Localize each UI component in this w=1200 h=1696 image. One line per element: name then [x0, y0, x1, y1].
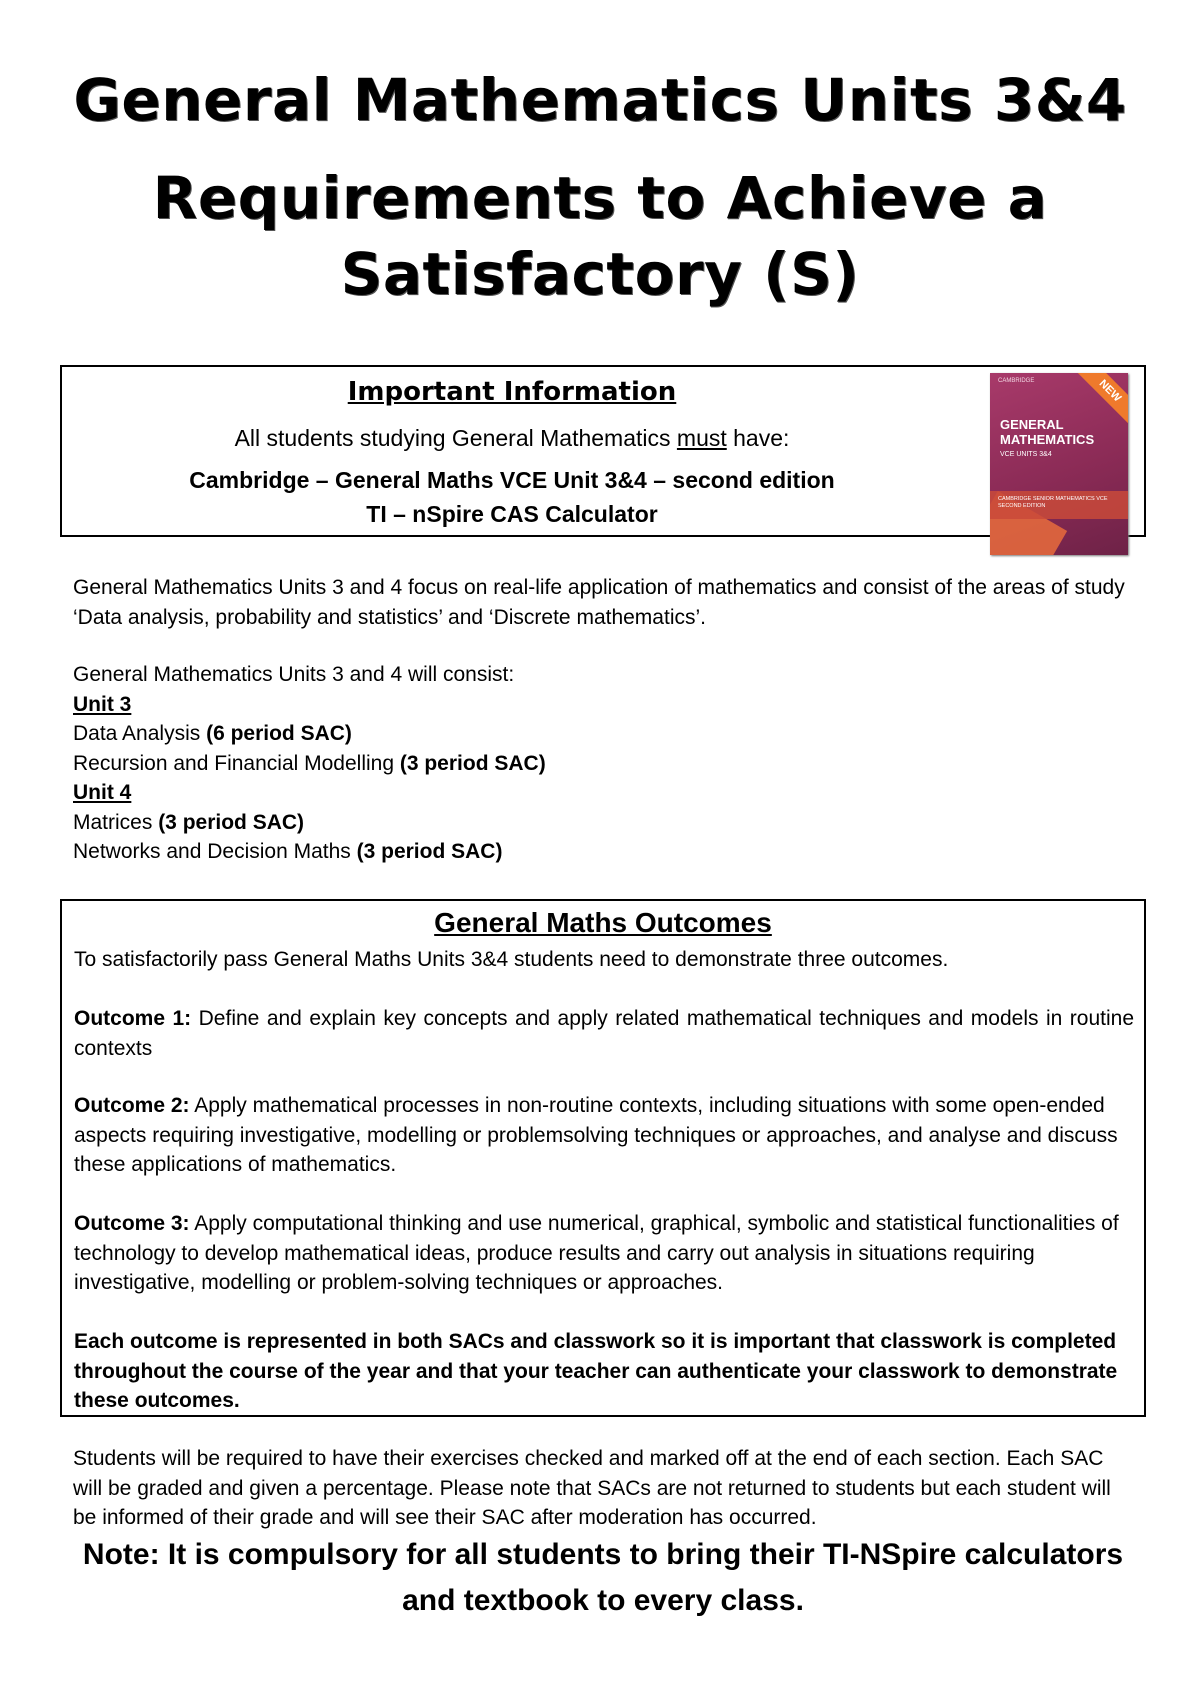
new-badge: NEW: [1075, 373, 1128, 426]
cover-subtitle: VCE UNITS 3&4: [1000, 451, 1052, 458]
cover-title: GENERAL MATHEMATICS: [1000, 417, 1095, 447]
list-item: [73, 749, 1133, 779]
info-line-suffix: have:: [726, 425, 790, 451]
cover-strip-text: CAMBRIDGE SENIOR MATHEMATICS VCE SECOND EDITION: [998, 496, 1108, 509]
structure-lead: General Mathematics Units 3 and 4 will consist:: [73, 663, 515, 686]
topic-name: Data Analysis: [73, 722, 207, 745]
info-line-emphasis: must: [676, 425, 727, 451]
unit3-heading: Unit 3: [73, 692, 132, 716]
list-item: [73, 719, 1133, 749]
page-title: General Mathematics Units 3&4: [73, 66, 1127, 134]
cover-brand: CAMBRIDGE: [998, 378, 1035, 384]
outcome-1-label: Outcome 1:: [74, 1007, 192, 1030]
textbook-cover-image: [990, 373, 1128, 555]
outcome-2-label: Outcome 2:: [74, 1094, 190, 1117]
required-textbook: Cambridge – General Maths VCE Unit 3&4 – second edition: [189, 467, 835, 493]
sac-length: (3 period SAC): [356, 840, 503, 863]
closing-paragraph: Students will be required to have their exercises checked and marked off at the end of each section. Each SAC will be graded and given a percentage. Please note that SACs are not returned to students but each student will be informed of their grade and will see their SAC after moderation has occurred.: [73, 1447, 1111, 1529]
course-structure: [73, 660, 1133, 867]
outcomes-heading: General Maths Outcomes: [434, 907, 772, 938]
topic-name: Matrices: [73, 810, 159, 834]
outcome-3-label: Outcome 3:: [74, 1212, 190, 1235]
important-information-box: [60, 365, 1146, 537]
outcomes-intro: To satisfactorily pass General Maths Units 3&4 students need to demonstrate three outcomes.: [74, 948, 949, 971]
unit4-heading: Unit 4: [73, 781, 132, 804]
outcomes-note: Each outcome is represented in both SACs and classwork so it is important that classwork is completed throughout the course of the year and that your teacher can authenticate your classwork to demonstrate these outcomes.: [74, 1330, 1118, 1412]
outcomes-box: [60, 899, 1146, 1417]
info-heading: Important Information: [347, 377, 677, 407]
info-requirement-line: [62, 425, 962, 452]
outcome-2-text: Apply mathematical processes in non-routine contexts, including situations with some open-ended aspects requiring investigative, modelling or problemsolving techniques or approaches, and analyse and discuss these applications of mathematics.: [74, 1094, 1118, 1176]
outcome-2: [74, 1091, 1134, 1180]
list-item: [73, 808, 1133, 838]
required-calculator: TI – nSpire CAS Calculator: [366, 501, 658, 527]
intro-paragraph: General Mathematics Units 3 and 4 focus on real-life application of mathematics and consist of the areas of study ‘Data analysis, probability and statistics’ and ‘Discrete mathematics’.: [73, 576, 1125, 629]
outcome-1-text: Define and explain key concepts and apply related mathematical techniques and models in routine contexts: [74, 1007, 1134, 1060]
list-item: [73, 837, 1133, 867]
compulsory-note: Note: It is compulsory for all students to bring their TI-NSpire calculators and textbook to every class.: [82, 1538, 1124, 1617]
sac-length: (3 period SAC): [158, 810, 305, 834]
outcome-3: [74, 1209, 1134, 1298]
sac-length: (3 period SAC): [399, 751, 546, 775]
outcome-1: [74, 1004, 1134, 1063]
info-line-prefix: All students studying General Mathematics: [234, 425, 677, 451]
topic-name: Recursion and Financial Modelling: [73, 751, 400, 775]
page-subtitle: Requirements to Achieve a Satisfactory (S): [152, 164, 1048, 308]
topic-name: Networks and Decision Maths: [73, 840, 357, 863]
sac-length: (6 period SAC): [206, 722, 352, 745]
outcome-3-text: Apply computational thinking and use numerical, graphical, symbolic and statistical functionalities of technology to develop mathematical ideas, produce results and carry out analysis in situations requiring investigative, modelling or problem-solving techniques or approaches.: [74, 1212, 1119, 1294]
